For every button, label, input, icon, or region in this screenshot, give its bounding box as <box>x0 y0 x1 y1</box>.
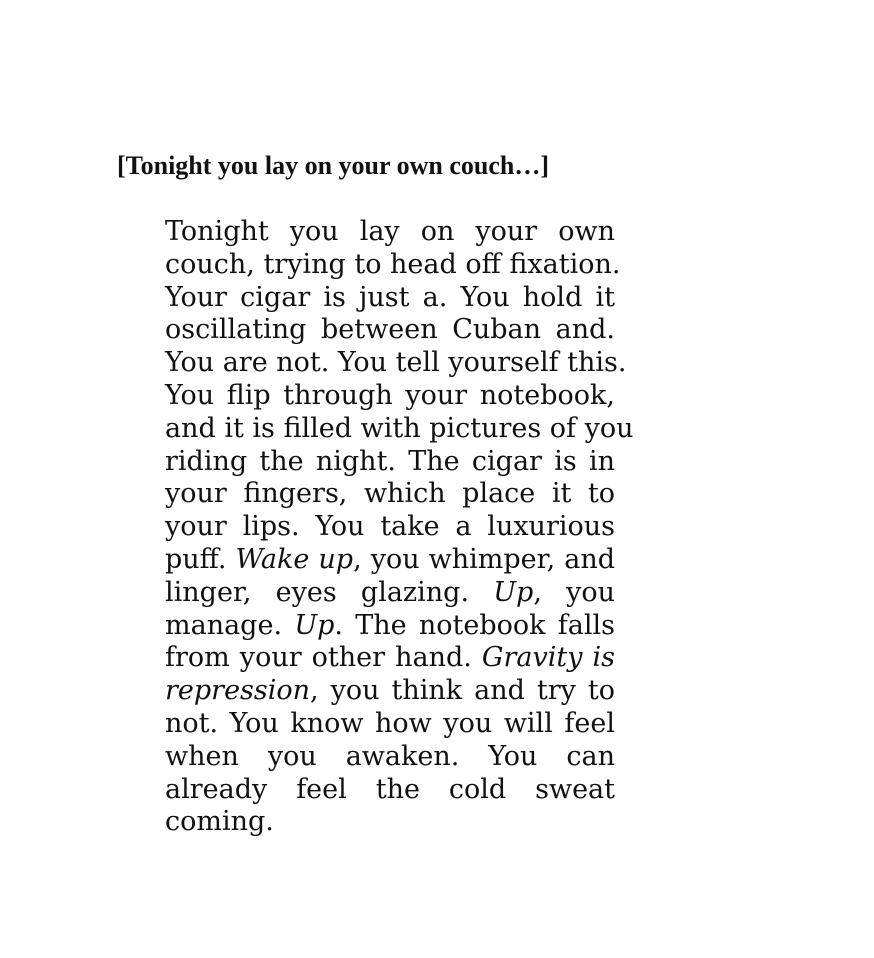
text-segment: You flip through your notebook, <box>165 379 615 411</box>
poem-line <box>165 248 621 282</box>
text-segment: from your other hand. <box>165 642 482 674</box>
poem-line <box>165 282 615 315</box>
poem-line <box>165 446 615 479</box>
poem-line <box>165 412 634 446</box>
poem-line <box>165 511 615 544</box>
text-segment: You are not. You tell yourself this. <box>165 347 627 379</box>
poem-line <box>165 347 627 380</box>
italic-text: Up <box>294 609 335 641</box>
text-segment: when you awaken. You can <box>165 740 615 772</box>
poem-line <box>165 642 615 675</box>
poem-line <box>165 314 615 347</box>
poem-line <box>165 380 615 413</box>
poem-line <box>165 806 615 839</box>
text-segment: your fingers, which place it to <box>165 478 615 510</box>
text-segment: manage. <box>165 609 295 641</box>
text-segment: , you <box>533 576 615 608</box>
text-segment: Your cigar is just a. You hold it <box>165 281 615 313</box>
text-segment: riding the night. The cigar is in <box>165 445 615 477</box>
text-segment: couch, trying to head off fixation. <box>165 248 621 280</box>
text-segment: , you whimper, and <box>353 543 615 575</box>
poem-line <box>165 610 615 643</box>
text-segment: oscillating between Cuban and. <box>165 314 615 346</box>
italic-text: Gravity is <box>481 642 615 674</box>
poem-line <box>165 675 615 708</box>
text-segment: coming. <box>165 806 274 838</box>
text-segment: your lips. You take a luxurious <box>165 511 615 543</box>
poem-body <box>165 216 634 839</box>
poem-line <box>165 774 615 807</box>
text-segment: and it is filled with pictures of you <box>165 412 634 444</box>
poem-title: [Tonight you lay on your own couch…] <box>117 151 549 180</box>
text-segment: already feel the cold sweat <box>165 773 615 805</box>
text-segment: , you think and try to <box>310 675 615 707</box>
italic-text: Up <box>493 576 534 608</box>
text-segment: not. You know how you will feel <box>165 707 615 739</box>
text-segment: Tonight you lay on your own <box>165 216 615 247</box>
text-segment: . The notebook falls <box>334 609 615 641</box>
poem-line <box>165 708 615 741</box>
italic-text: Wake up <box>235 543 354 575</box>
text-segment: puff. <box>165 543 236 575</box>
text-segment: linger, eyes glazing. <box>165 576 494 608</box>
italic-text: repression <box>165 675 311 707</box>
poem-line <box>165 577 615 610</box>
poem-line <box>165 478 615 511</box>
poem-line <box>165 544 615 577</box>
poem-line <box>165 741 615 774</box>
poem-line <box>165 216 615 249</box>
